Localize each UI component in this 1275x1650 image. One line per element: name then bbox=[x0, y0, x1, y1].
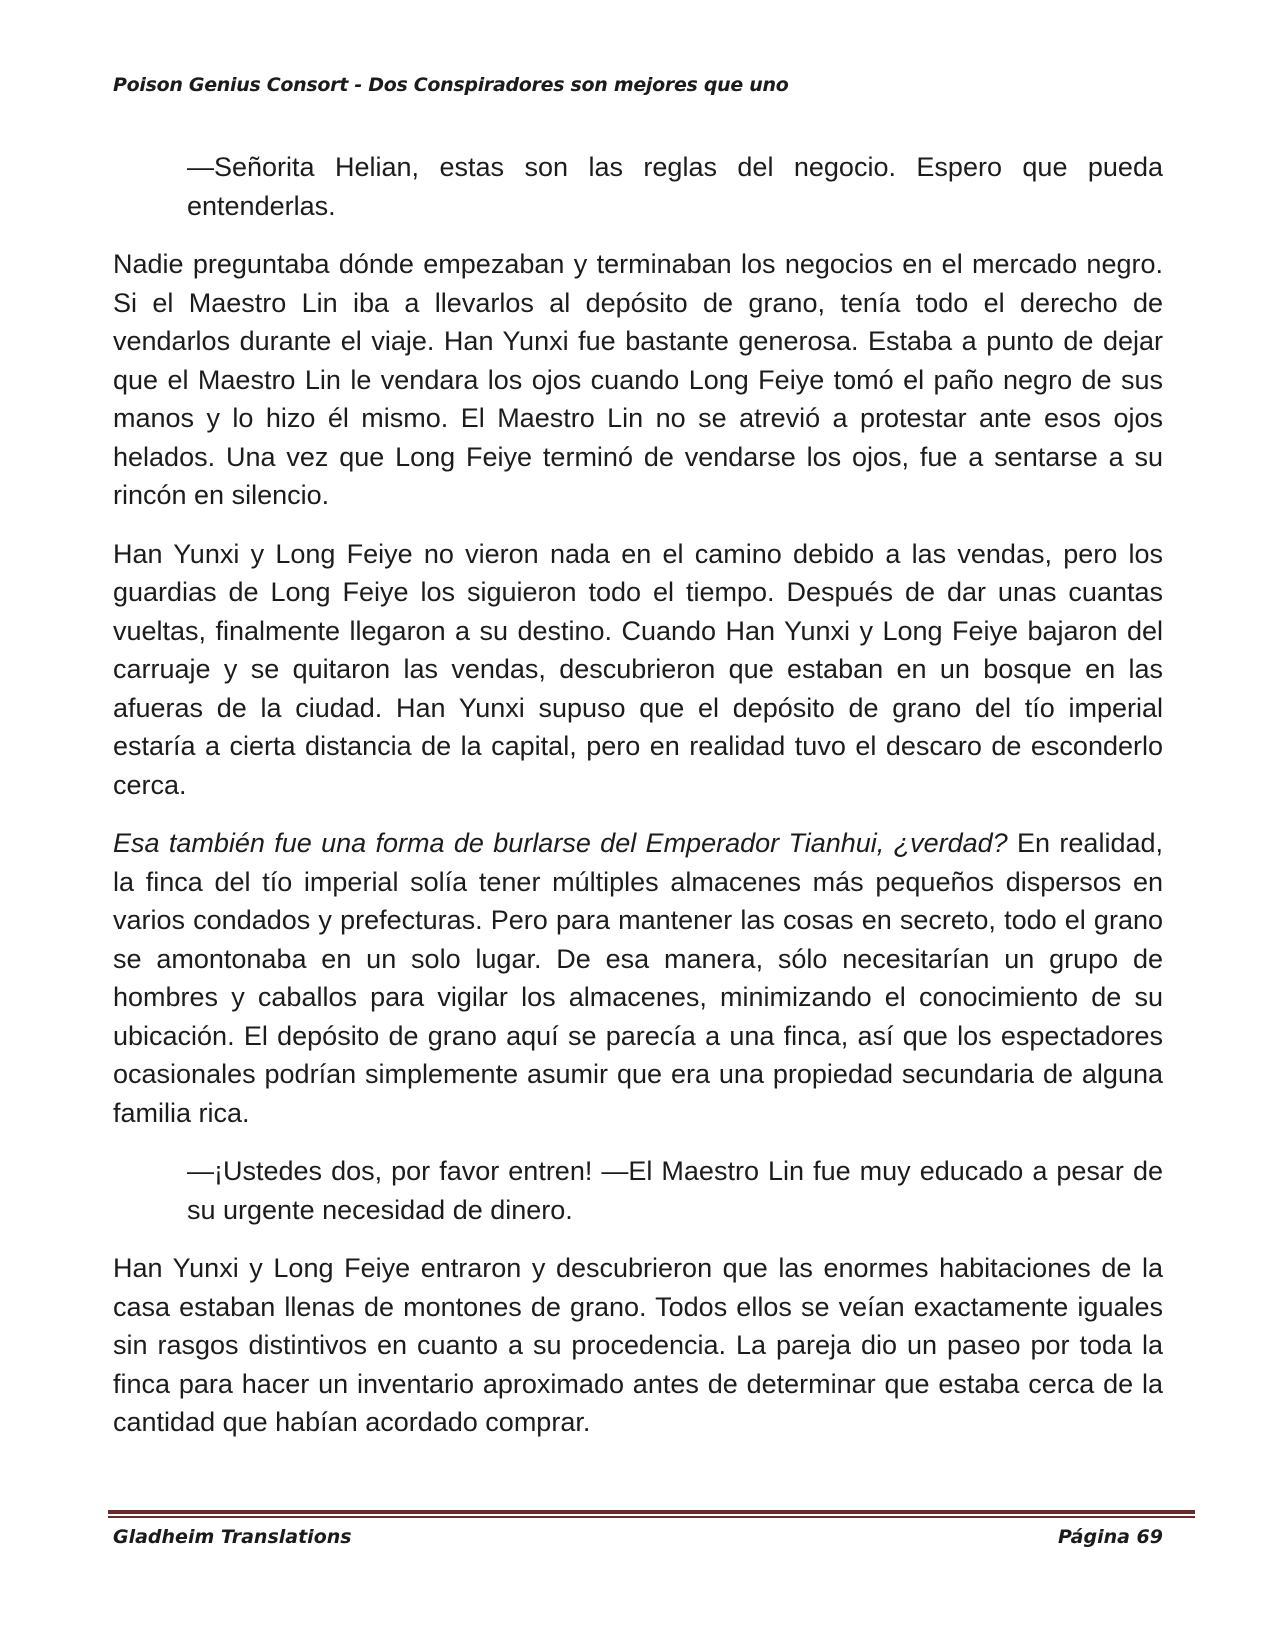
footer-translator: Gladheim Translations bbox=[113, 1526, 352, 1548]
paragraph: Han Yunxi y Long Feiye entraron y descubrieron que las enormes habitaciones de la casa estaban llenas de montones de grano. Todos ellos se veían exactamente iguales sin rasgos distintivos en cuanto a su procedencia. La pareja dio un paseo por toda la finca para hacer un inventario aproximado antes de determinar que estaba cerca de la cantidad que habían acordado comprar. bbox=[113, 1253, 1163, 1437]
footer-divider-thin bbox=[108, 1516, 1195, 1518]
paragraph: Han Yunxi y Long Feiye no vieron nada en el camino debido a las vendas, pero los guardias de Long Feiye los siguieron todo el tiempo. Después de dar unas cuantas vueltas, finalmente llegaron a su destino. Cuando Han Yunxi y Long Feiye bajaron del carruaje y se quitaron las vendas, descubrieron que estaban en un bosque en las afueras de la ciudad. Han Yunxi supuso que el depósito de grano del tío imperial estaría a cierta distancia de la capital, pero en realidad tuvo el descaro de esconderlo cerca. bbox=[113, 538, 1163, 800]
footer-page-number: Página 69 bbox=[1057, 1526, 1163, 1548]
footer-divider-thick bbox=[108, 1510, 1195, 1514]
footer-divider bbox=[108, 1510, 1195, 1518]
page-header-title: Poison Genius Consort - Dos Conspiradores son mejores que uno bbox=[113, 74, 789, 96]
paragraph-text: En realidad, la finca del tío imperial solía tener múltiples almacenes más pequeños dispersos en varios condados y prefecturas. Pero para mantener las cosas en secreto, todo el grano se amontonaba en un solo lugar. De esa manera, sólo necesitarían un grupo de hombres y caballos para vigilar los almacenes, minimizando el conocimiento de su ubicación. El depósito de grano aquí se parecía a una finca, así que los espectadores ocasionales podrían simplemente asumir que era una propiedad secundaria de alguna familia rica. bbox=[113, 828, 1163, 1128]
paragraph: Nadie preguntaba dónde empezaban y terminaban los negocios en el mercado negro. Si el Maestro Lin iba a llevarlos al depósito de grano, tenía todo el derecho de vendarlos durante el viaje. Han Yunxi fue bastante generosa. Estaba a punto de dejar que el Maestro Lin le vendara los ojos cuando Long Feiye tomó el paño negro de sus manos y lo hizo él mismo. El Maestro Lin no se atrevió a protestar ante esos ojos helados. Una vez que Long Feiye terminó de vendarse los ojos, fue a sentarse a su rincón en silencio. bbox=[113, 249, 1163, 510]
page-body bbox=[113, 148, 1163, 1462]
italic-thought: Esa también fue una forma de burlarse del Emperador Tianhui, ¿verdad? bbox=[113, 828, 1008, 858]
paragraph-dialogue: —Señorita Helian, estas son las reglas del negocio. Espero que pueda entenderlas. bbox=[187, 152, 1163, 221]
paragraph-with-italic-lead bbox=[113, 824, 1163, 1132]
paragraph-dialogue: —¡Ustedes dos, por favor entren! —El Maestro Lin fue muy educado a pesar de su urgente necesidad de dinero. bbox=[187, 1156, 1163, 1225]
